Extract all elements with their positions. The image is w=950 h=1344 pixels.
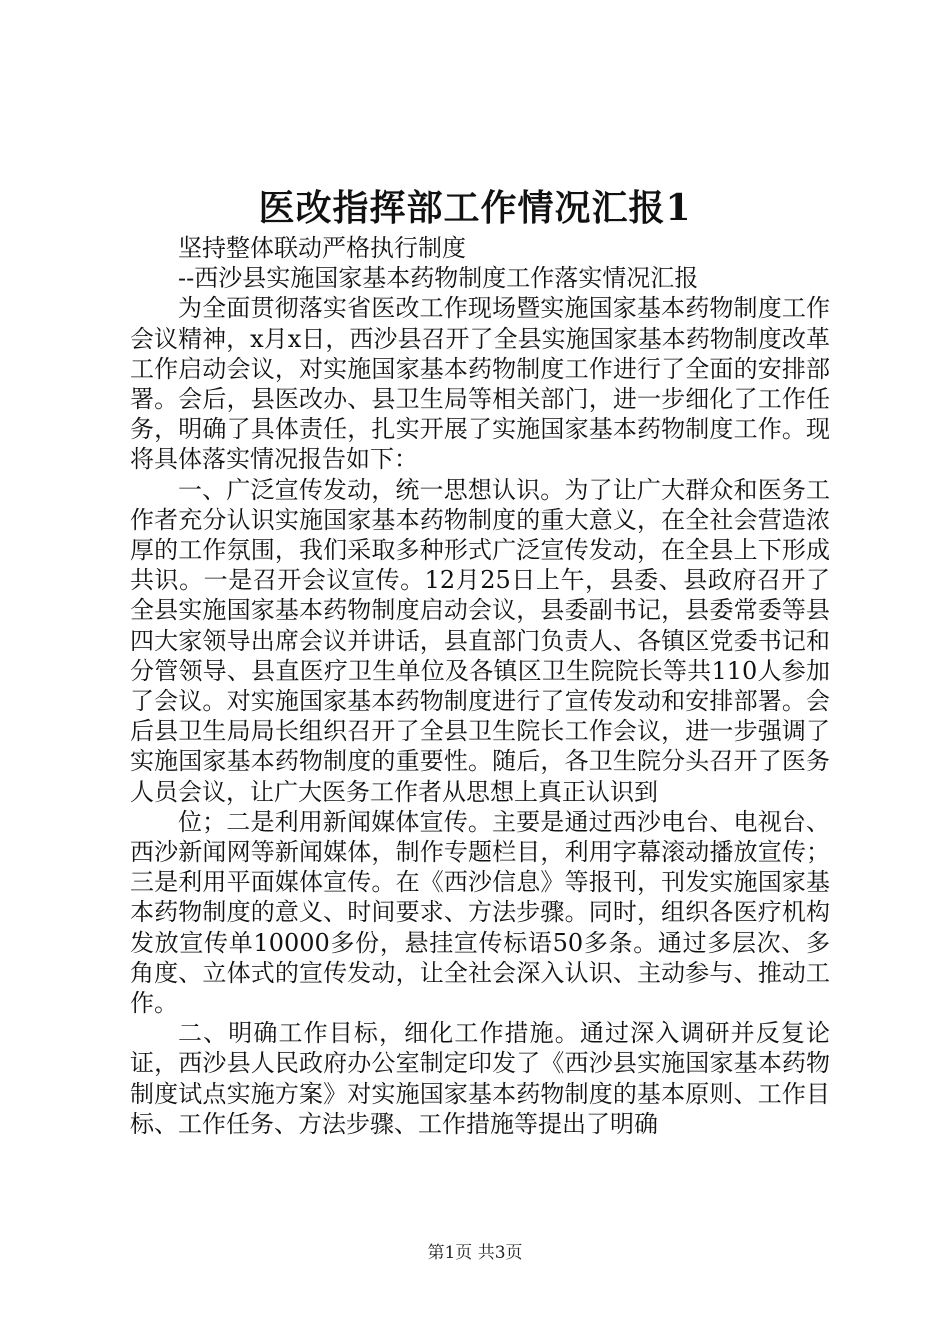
paragraph-section-1: 一、广泛宣传发动，统一思想认识。为了让广大群众和医务工作者充分认识实施国家基本药物制度的重大意义，在全社会营造浓厚的工作氛围，我们采取多种形式广泛宣传发动，在全县上下形成共识。一是召开会议宣传。12月25日上午，县委、县政府召开了全县实施国家基本药物制度启动会议，县委副书记，县委常委等县四大家领导出席会议并讲话，县直部门负责人、各镇区党委书记和分管领导、县直医疗卫生单位及各镇区卫生院院长等共110人参加了会议。对实施国家基本药物制度进行了宣传发动和安排部署。会后县卫生局局长组织召开了全县卫生院长工作会议，进一步强调了实施国家基本药物制度的重要性。随后，各卫生院分头召开了医务人员会议，让广大医务工作者从思想上真正认识到 xyxy=(130,475,830,806)
document-title: 医改指挥部工作情况汇报1 xyxy=(258,187,692,229)
subtitle-line-2: --西沙县实施国家基本药物制度工作落实情况汇报 xyxy=(178,264,699,293)
paragraph-section-1-continued: 位；二是利用新闻媒体宣传。主要是通过西沙电台、电视台、西沙新闻网等新闻媒体，制作专题栏目，利用字幕滚动播放宣传；三是利用平面媒体宣传。在《西沙信息》等报刊，刊发实施国家基本药物制度的意义、时间要求、方法步骤。同时，组织各医疗机构发放宣传单10000多份，悬挂宣传标语50多条。通过多层次、多角度、立体式的宣传发动，让全社会深入认识、主动参与、推动工作。 xyxy=(130,807,830,1018)
subtitle-line-1: 坚持整体联动严格执行制度 xyxy=(178,234,466,262)
page-number-footer: 第1页 共3页 xyxy=(427,1243,523,1263)
paragraph-section-2: 二、明确工作目标，细化工作措施。通过深入调研并反复论证，西沙县人民政府办公室制定印发了《西沙县实施国家基本药物制度试点实施方案》对实施国家基本药物制度的基本原则、工作目标、工作任务、方法步骤、工作措施等提出了明确 xyxy=(130,1019,830,1138)
document-body xyxy=(130,233,830,1139)
paragraph-intro: 为全面贯彻落实省医改工作现场暨实施国家基本药物制度工作会议精神，x月x日，西沙县召开了全县实施国家基本药物制度改革工作启动会议，对实施国家基本药物制度工作进行了全面的安排部署。会后，县医改办、县卫生局等相关部门，进一步细化了工作任务，明确了具体责任，扎实开展了实施国家基本药物制度工作。现将具体落实情况报告如下： xyxy=(130,294,830,474)
